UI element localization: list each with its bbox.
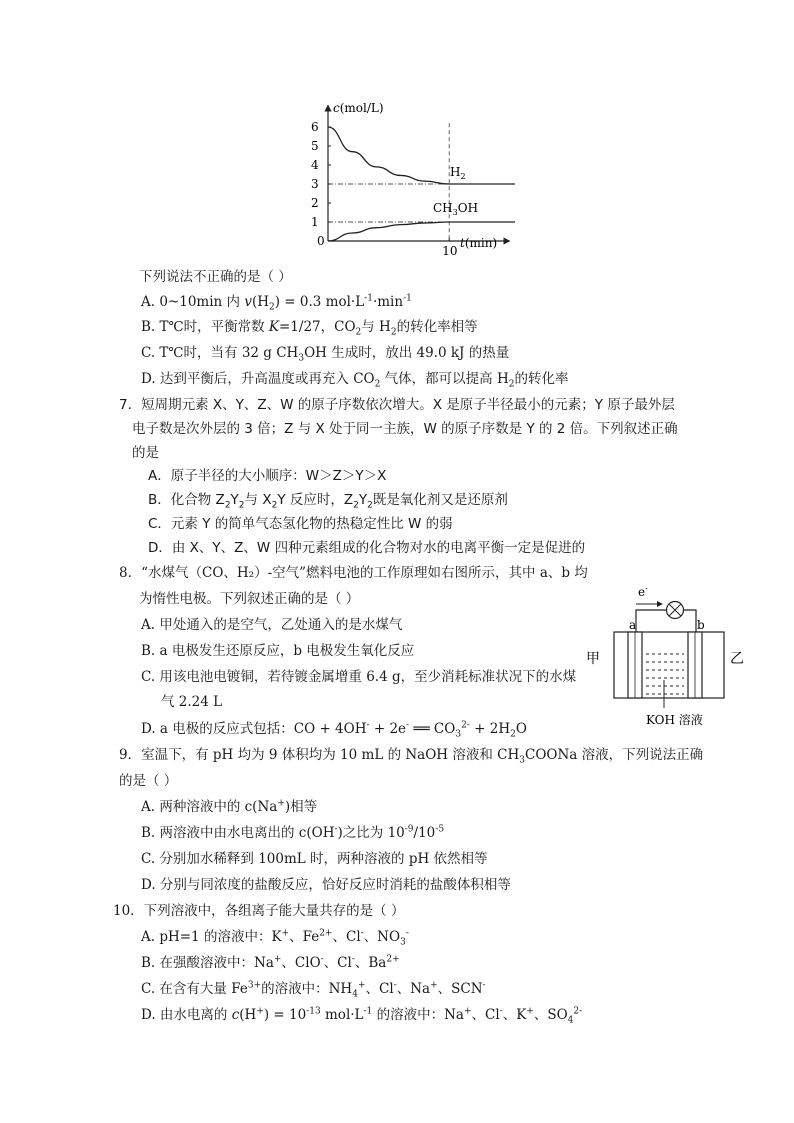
y-tick-label: 6 (311, 120, 319, 134)
q7-stem-line2: 电子数是次外层的 3 倍；Z 与 X 处于同一主族，W 的原子序数是 Y 的 2 倍。下列叙述正确 (132, 421, 678, 437)
q7-option-a: A．原子半径的大小顺序：W＞Z＞Y＞X (148, 468, 387, 484)
q7-option-d: D．由 X、Y、Z、W 四种元素组成的化合物对水的电离平衡一定是促进的 (148, 540, 586, 556)
y-tick-label: 3 (311, 177, 319, 191)
external-wire (636, 610, 666, 632)
q7-option-c: C．元素 Y 的简单气态氢化物的热稳定性比 W 的弱 (148, 516, 453, 532)
q9-option-c: C. 分别加水稀释到 100mL 时，两种溶液的 pH 依然相等 (141, 851, 488, 867)
x-axis-label: t(min) (460, 236, 498, 250)
origin-label: 0 (317, 234, 325, 248)
y-axis-label: c(mol/L) (333, 101, 384, 115)
q6-option-c: C. T℃时，当有 32 g $CH_3OH$ 生成时，放出 49.0 kJ 的热量 (141, 345, 510, 364)
q8-option-d: D. a 电极的反应式包括：CO + 4OH- + 2e- ══ $CO_3^{2-} + 2H_2O$ (141, 720, 527, 740)
q6-option-a: A. 0~10min 内 $v(H_2) = 0.3$ $mol\cdot L^{-1}\cdot\min^{-1}$ (141, 293, 412, 313)
x-tick-label: 10 (442, 244, 458, 258)
series-label-h2: $H_2$ (450, 165, 466, 181)
y-tick-label: 4 (311, 158, 319, 172)
q8-option-a: A. 甲处通入的是空气，乙处通入的是水煤气 (141, 617, 403, 633)
q7-option-b: B．化合物 $Z_2Y_2$与 $X_2Y$ 反应时，$Z_2Y_2$既是氧化剂又是还原剂 (148, 492, 508, 511)
q10-option-a: A. pH=1 的溶液中：K+、$Fe^{2+}$、Cl-、$NO_3^-$ (141, 928, 409, 948)
q9-stem-line2: 的是（ ） (119, 773, 178, 789)
q8-stem-line2: 为惰性电极。下列叙述正确的是（ ） (139, 591, 360, 607)
electrolyte-dashes (646, 654, 684, 694)
q6-stem: 下列说法不正确的是（ ） (139, 269, 292, 285)
q8-option-c-line1: C. 用该电池电镀铜，若待镀金属增重 6.4 g，至少消耗标准状况下的水煤 (141, 669, 577, 685)
q9-stem-line1: 9．室温下，有 pH 均为 9 体积均为 10 mL 的 NaOH 溶液和 $CH_3COONa$ 溶液，下列说法正确 (119, 747, 704, 766)
q7-stem-line1: 7．短周期元素 X、Y、Z、W 的原子序数依次增大。X 是原子半径最小的元素；Y 原子最外层 (119, 397, 675, 413)
y-tick-label: 5 (311, 139, 319, 153)
q8-stem-line1: 8．“水煤气（CO、H₂）-空气”燃料电池的工作原理如右图所示，其中 a、b 均 (119, 565, 588, 581)
y-tick-label: 2 (311, 196, 319, 210)
electrode-a-label: a (629, 618, 637, 632)
q10-option-b: B. 在强酸溶液中：Na+、ClO-、Cl-、$Ba^{2+}$ (141, 954, 400, 971)
q9-option-a: A. 两种溶液中的 c(Na+)相等 (141, 798, 318, 815)
q6-option-b: B. T℃时，平衡常数 K=1/27，$CO_2$与 $H_2$的转化率相等 (141, 319, 478, 338)
side-yi-label: 乙 (730, 651, 744, 667)
q7-stem-line3: 的是 (132, 445, 159, 461)
fuel-cell-diagram (584, 584, 754, 730)
external-wire-right (684, 610, 696, 632)
series-label-ch3oh: $CH_3OH$ (433, 201, 479, 217)
q8-option-b: B. a 电极发生还原反应，b 电极发生氧化反应 (141, 643, 415, 659)
q10-option-c: C. 在含有大量 $Fe^{3+}$的溶液中：$NH_4^+$、Cl-、Na+、SCN- (141, 980, 486, 1000)
q6-option-d: D. 达到平衡后，升高温度或再充入 $CO_2$ 气体，都可以提高 $H_2$的转化率 (141, 371, 569, 390)
q10-stem: 10．下列溶液中，各组离子能大量共存的是（ ） (113, 903, 405, 919)
y-tick-label: 1 (311, 215, 319, 229)
q10-option-d: D. 由水电离的 $c(H^+) = 10^{-13}$ $mol\cdot L^{-1}$ 的溶液中：Na+、Cl-、K+、$SO_4^{2-}$ (141, 1006, 583, 1026)
q9-option-b: B. 两溶液中由水电离出的 c(OH-)之比为 $10^{-9}/10^{-5}$ (141, 824, 445, 841)
electron-label: e- (638, 584, 648, 599)
q8-option-c-line2: 气 2.24 L (161, 694, 223, 710)
q9-option-d: D. 分别与同浓度的盐酸反应，恰好反应时消耗的盐酸体积相等 (141, 877, 511, 893)
concentration-time-chart (300, 98, 515, 258)
side-jia-label: 甲 (586, 651, 600, 667)
series-line-h2 (328, 127, 515, 184)
electrolyte-label: KOH 溶液 (646, 713, 703, 727)
electrode-b-label: b (697, 618, 705, 632)
